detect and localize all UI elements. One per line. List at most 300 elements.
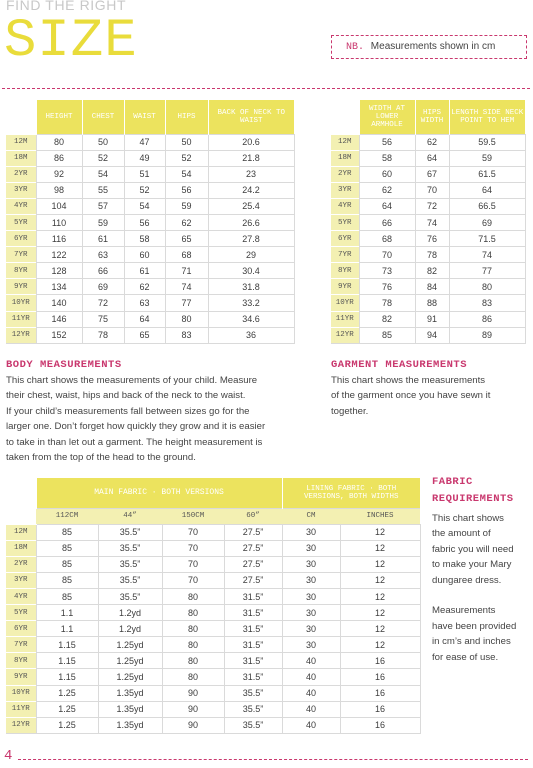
table-cell: 30 — [282, 621, 340, 637]
table-cell: 85 — [36, 540, 98, 556]
size-label: 12YR — [6, 717, 36, 733]
table-row — [6, 540, 420, 556]
table-cell: 70 — [162, 524, 224, 540]
table-cell: 70 — [359, 247, 415, 263]
note-label: NB. — [346, 42, 365, 53]
table-cell: 51 — [124, 166, 165, 182]
table-cell: 31.5” — [224, 605, 282, 621]
size-label: 5YR — [6, 214, 36, 230]
measurement-note — [331, 35, 527, 59]
table-cell: 68 — [359, 231, 415, 247]
table-cell: 80 — [162, 669, 224, 685]
table-row — [331, 150, 525, 166]
table-cell: 27.5” — [224, 524, 282, 540]
table-cell: 76 — [359, 279, 415, 295]
table-row — [6, 311, 294, 327]
table-cell: 21.8 — [208, 150, 294, 166]
table-cell: 86 — [449, 311, 525, 327]
table-cell: 55 — [82, 182, 124, 198]
table-row — [331, 214, 525, 230]
table-cell: 54 — [124, 198, 165, 214]
table-cell: 12 — [340, 524, 420, 540]
table-row — [6, 182, 294, 198]
header-size-title: SIZE — [4, 11, 138, 72]
table-cell: 30 — [282, 540, 340, 556]
table-cell: 35.5” — [98, 524, 162, 540]
table-cell: 59 — [165, 198, 208, 214]
table-cell: 86 — [36, 150, 82, 166]
size-label: 11YR — [331, 311, 359, 327]
size-label: 2YR — [6, 166, 36, 182]
table-cell: 72 — [415, 198, 449, 214]
table-cell: 54 — [82, 166, 124, 182]
table-cell: 70 — [162, 540, 224, 556]
table-row — [6, 134, 294, 150]
body-table-header-2: WAIST — [124, 100, 165, 134]
table-cell: 152 — [36, 327, 82, 343]
table-cell: 61 — [82, 231, 124, 247]
size-label: 11YR — [6, 701, 36, 717]
table-cell: 30.4 — [208, 263, 294, 279]
table-row — [331, 247, 525, 263]
table-row — [6, 701, 420, 717]
size-label: 9YR — [6, 279, 36, 295]
fabric-subheader-0: 112CM — [36, 508, 98, 524]
table-cell: 34.6 — [208, 311, 294, 327]
table-cell: 1.15 — [36, 637, 98, 653]
size-label: 5YR — [6, 605, 36, 621]
table-cell: 80 — [162, 653, 224, 669]
table-cell: 35.5” — [224, 701, 282, 717]
table-row — [6, 524, 420, 540]
table-cell: 27.5” — [224, 556, 282, 572]
table-cell: 80 — [36, 134, 82, 150]
table-cell: 66 — [359, 214, 415, 230]
size-label: 10YR — [6, 295, 36, 311]
table-cell: 23 — [208, 166, 294, 182]
table-cell: 68 — [165, 247, 208, 263]
fabric-text-line: the amount of — [432, 528, 491, 540]
table-cell: 88 — [415, 295, 449, 311]
table-cell: 30 — [282, 637, 340, 653]
table-cell: 66 — [82, 263, 124, 279]
size-label: 12M — [6, 134, 36, 150]
table-cell: 29 — [208, 247, 294, 263]
table-cell: 64 — [359, 198, 415, 214]
table-cell: 1.25yd — [98, 653, 162, 669]
table-cell: 60 — [124, 247, 165, 263]
table-cell: 1.35yd — [98, 701, 162, 717]
table-cell: 78 — [82, 327, 124, 343]
table-cell: 85 — [359, 327, 415, 343]
fabric-subheader-3: 60” — [224, 508, 282, 524]
table-cell: 122 — [36, 247, 82, 263]
table-cell: 63 — [82, 247, 124, 263]
table-row — [6, 653, 420, 669]
table-cell: 16 — [340, 653, 420, 669]
table-cell: 85 — [36, 556, 98, 572]
table-cell: 61 — [124, 263, 165, 279]
table-cell: 1.25 — [36, 701, 98, 717]
body-measurements-text — [6, 373, 324, 465]
fabric-requirements-table — [6, 478, 421, 734]
table-cell: 71 — [165, 263, 208, 279]
table-cell: 83 — [165, 327, 208, 343]
garment-text-line: of the garment once you have sewn it — [331, 390, 491, 402]
size-label: 9YR — [6, 669, 36, 685]
table-cell: 85 — [36, 572, 98, 588]
table-cell: 94 — [415, 327, 449, 343]
size-label: 18M — [6, 150, 36, 166]
table-cell: 71.5 — [449, 231, 525, 247]
table-cell: 30 — [282, 556, 340, 572]
table-cell: 27.8 — [208, 231, 294, 247]
table-cell: 65 — [124, 327, 165, 343]
table-cell: 70 — [162, 572, 224, 588]
table-row — [6, 637, 420, 653]
table-cell: 1.25yd — [98, 669, 162, 685]
fabric-requirements-text — [432, 511, 532, 665]
table-cell: 78 — [359, 295, 415, 311]
fabric-subheader-2: 150CM — [162, 508, 224, 524]
table-row — [331, 231, 525, 247]
table-row — [6, 669, 420, 685]
size-label: 3YR — [6, 572, 36, 588]
fabric-text-line: in cm’s and inches — [432, 636, 511, 648]
table-cell: 35.5” — [98, 572, 162, 588]
table-cell: 26.6 — [208, 214, 294, 230]
table-cell: 47 — [124, 134, 165, 150]
table-cell: 12 — [340, 556, 420, 572]
size-label: 2YR — [6, 556, 36, 572]
table-cell: 82 — [359, 311, 415, 327]
table-cell: 140 — [36, 295, 82, 311]
table-cell: 1.1 — [36, 605, 98, 621]
body-text-line: taken from the top of the head to the ground. — [6, 452, 196, 464]
table-cell: 98 — [36, 182, 82, 198]
table-cell: 74 — [415, 214, 449, 230]
body-table-header-1: CHEST — [82, 100, 124, 134]
table-cell: 27.5” — [224, 540, 282, 556]
size-label: 18M — [331, 150, 359, 166]
garment-table-header-2: LENGTH SIDE NECK POINT TO HEM — [449, 100, 525, 134]
fabric-title-line: REQUIREMENTS — [432, 493, 514, 505]
size-label: 10YR — [6, 685, 36, 701]
table-cell: 61.5 — [449, 166, 525, 182]
header-find-the-right: FIND THE RIGHT — [6, 0, 127, 13]
table-cell: 90 — [162, 701, 224, 717]
table-cell: 62 — [124, 279, 165, 295]
fabric-text-line: to make your Mary — [432, 559, 512, 571]
fabric-text-line: This chart shows — [432, 513, 504, 524]
body-table-corner — [6, 100, 36, 134]
table-cell: 76 — [415, 231, 449, 247]
table-cell: 57 — [82, 198, 124, 214]
size-label: 4YR — [331, 198, 359, 214]
table-row — [331, 295, 525, 311]
table-cell: 62 — [359, 182, 415, 198]
table-cell: 52 — [124, 182, 165, 198]
table-cell: 69 — [449, 214, 525, 230]
table-row — [331, 279, 525, 295]
size-label: 8YR — [6, 263, 36, 279]
table-cell: 40 — [282, 701, 340, 717]
size-label: 12M — [331, 134, 359, 150]
table-cell: 1.35yd — [98, 685, 162, 701]
table-cell: 70 — [415, 182, 449, 198]
size-label: 8YR — [331, 263, 359, 279]
table-row — [6, 621, 420, 637]
table-row — [6, 588, 420, 604]
table-cell: 59 — [82, 214, 124, 230]
table-row — [6, 231, 294, 247]
table-cell: 24.2 — [208, 182, 294, 198]
table-row — [331, 327, 525, 343]
body-measurements-title: BODY MEASUREMENTS — [6, 359, 122, 371]
table-cell: 73 — [359, 263, 415, 279]
table-cell: 35.5” — [98, 540, 162, 556]
table-row — [331, 263, 525, 279]
fabric-title-line: FABRIC — [432, 476, 473, 488]
body-table-header-0: HEIGHT — [36, 100, 82, 134]
table-cell: 31.5” — [224, 637, 282, 653]
body-text-line: to take in than let out a garment. The height measurement is — [6, 436, 263, 448]
table-cell: 27.5” — [224, 572, 282, 588]
table-cell: 64 — [124, 311, 165, 327]
fabric-text-line — [432, 588, 532, 603]
table-cell: 1.2yd — [98, 605, 162, 621]
table-row — [331, 182, 525, 198]
table-cell: 12 — [340, 637, 420, 653]
table-cell: 30 — [282, 605, 340, 621]
table-cell: 75 — [82, 311, 124, 327]
table-cell: 77 — [449, 263, 525, 279]
table-cell: 16 — [340, 701, 420, 717]
size-label: 6YR — [331, 231, 359, 247]
table-cell: 128 — [36, 263, 82, 279]
table-row — [6, 556, 420, 572]
body-measurements-table — [6, 100, 295, 344]
table-cell: 12 — [340, 588, 420, 604]
table-cell: 80 — [162, 605, 224, 621]
table-cell: 74 — [449, 247, 525, 263]
size-label: 4YR — [6, 198, 36, 214]
table-cell: 35.5” — [98, 588, 162, 604]
table-cell: 20.6 — [208, 134, 294, 150]
table-row — [6, 247, 294, 263]
table-cell: 50 — [165, 134, 208, 150]
table-row — [331, 166, 525, 182]
garment-measurements-text — [331, 373, 531, 419]
header-divider — [2, 88, 530, 89]
table-cell: 65 — [165, 231, 208, 247]
table-cell: 91 — [415, 311, 449, 327]
table-row — [6, 166, 294, 182]
fabric-text-line: for ease of use. — [432, 651, 499, 663]
table-row — [6, 572, 420, 588]
size-label: 9YR — [331, 279, 359, 295]
page-number: 4 — [4, 748, 13, 764]
table-cell: 35.5” — [98, 556, 162, 572]
fabric-requirements-title — [432, 474, 514, 508]
table-row — [6, 214, 294, 230]
table-cell: 16 — [340, 717, 420, 733]
fabric-corner — [6, 478, 36, 508]
table-cell: 12 — [340, 540, 420, 556]
table-cell: 63 — [124, 295, 165, 311]
table-cell: 40 — [282, 717, 340, 733]
table-cell: 30 — [282, 524, 340, 540]
table-row — [6, 150, 294, 166]
table-cell: 85 — [36, 588, 98, 604]
table-cell: 60 — [359, 166, 415, 182]
table-cell: 84 — [415, 279, 449, 295]
table-cell: 67 — [415, 166, 449, 182]
garment-table-corner — [331, 100, 359, 134]
table-cell: 12 — [340, 572, 420, 588]
main-fabric-header: MAIN FABRIC · BOTH VERSIONS — [36, 478, 282, 508]
table-cell: 1.15 — [36, 653, 98, 669]
size-label: 18M — [6, 540, 36, 556]
table-cell: 58 — [359, 150, 415, 166]
footer-divider — [18, 759, 528, 760]
note-text: Measurements shown in cm — [370, 41, 496, 52]
fabric-subheader-1: 44” — [98, 508, 162, 524]
table-row — [6, 198, 294, 214]
table-cell: 62 — [165, 214, 208, 230]
table-cell: 90 — [162, 717, 224, 733]
garment-text-line: together. — [331, 405, 369, 417]
table-cell: 72 — [82, 295, 124, 311]
table-cell: 31.5” — [224, 621, 282, 637]
table-cell: 30 — [282, 588, 340, 604]
table-cell: 110 — [36, 214, 82, 230]
table-cell: 1.15 — [36, 669, 98, 685]
table-row — [6, 717, 420, 733]
size-label: 5YR — [331, 214, 359, 230]
table-cell: 36 — [208, 327, 294, 343]
fabric-text-line: Measurements — [432, 605, 496, 617]
fabric-subheader-5: INCHES — [340, 508, 420, 524]
size-label: 2YR — [331, 166, 359, 182]
fabric-text-line: fabric you will need — [432, 543, 514, 555]
body-text-line: This chart shows the measurements of your child. Measure — [6, 375, 258, 386]
body-text-line: If your child’s measurements fall between sizes go for the — [6, 405, 250, 417]
table-cell: 1.25yd — [98, 637, 162, 653]
table-cell: 40 — [282, 685, 340, 701]
table-cell: 59.5 — [449, 134, 525, 150]
table-cell: 74 — [165, 279, 208, 295]
table-row — [331, 134, 525, 150]
table-cell: 92 — [36, 166, 82, 182]
table-cell: 116 — [36, 231, 82, 247]
table-row — [6, 685, 420, 701]
table-cell: 16 — [340, 685, 420, 701]
table-cell: 58 — [124, 231, 165, 247]
garment-measurements-table — [331, 100, 526, 344]
table-row — [331, 198, 525, 214]
table-cell: 56 — [124, 214, 165, 230]
table-cell: 89 — [449, 327, 525, 343]
lining-fabric-header: LINING FABRIC · BOTH VERSIONS, BOTH WIDTHS — [282, 478, 420, 508]
fabric-text-line: dungaree dress. — [432, 574, 502, 586]
table-row — [331, 311, 525, 327]
table-cell: 85 — [36, 524, 98, 540]
table-cell: 78 — [415, 247, 449, 263]
table-cell: 104 — [36, 198, 82, 214]
table-cell: 49 — [124, 150, 165, 166]
table-cell: 33.2 — [208, 295, 294, 311]
table-cell: 77 — [165, 295, 208, 311]
table-cell: 56 — [165, 182, 208, 198]
fabric-sub-corner — [6, 508, 36, 524]
size-label: 7YR — [331, 247, 359, 263]
fabric-subheader-4: CM — [282, 508, 340, 524]
table-row — [6, 263, 294, 279]
table-cell: 80 — [162, 621, 224, 637]
fabric-text-line: have been provided — [432, 620, 517, 632]
table-cell: 82 — [415, 263, 449, 279]
body-text-line: larger one. Don’t forget how quickly they grow and it is easier — [6, 421, 266, 433]
table-cell: 52 — [165, 150, 208, 166]
size-label: 12YR — [331, 327, 359, 343]
table-cell: 35.5” — [224, 717, 282, 733]
table-cell: 146 — [36, 311, 82, 327]
table-cell: 1.35yd — [98, 717, 162, 733]
table-cell: 35.5” — [224, 685, 282, 701]
table-cell: 54 — [165, 166, 208, 182]
table-cell: 31.5” — [224, 588, 282, 604]
size-label: 10YR — [331, 295, 359, 311]
table-cell: 64 — [415, 150, 449, 166]
table-cell: 1.1 — [36, 621, 98, 637]
table-cell: 80 — [449, 279, 525, 295]
table-cell: 64 — [449, 182, 525, 198]
table-cell: 66.5 — [449, 198, 525, 214]
table-cell: 25.4 — [208, 198, 294, 214]
table-row — [6, 295, 294, 311]
table-row — [6, 327, 294, 343]
size-label: 3YR — [331, 182, 359, 198]
table-cell: 40 — [282, 669, 340, 685]
table-cell: 80 — [162, 637, 224, 653]
body-table-header-4: BACK OF NECK TO WAIST — [208, 100, 294, 134]
table-cell: 1.25 — [36, 685, 98, 701]
size-label: 6YR — [6, 231, 36, 247]
garment-table-header-0: WIDTH AT LOWER ARMHOLE — [359, 100, 415, 134]
table-cell: 56 — [359, 134, 415, 150]
size-label: 12YR — [6, 327, 36, 343]
table-cell: 1.2yd — [98, 621, 162, 637]
size-label: 7YR — [6, 637, 36, 653]
table-cell: 31.8 — [208, 279, 294, 295]
table-cell: 69 — [82, 279, 124, 295]
table-cell: 80 — [165, 311, 208, 327]
size-label: 6YR — [6, 621, 36, 637]
table-cell: 70 — [162, 556, 224, 572]
size-label: 12M — [6, 524, 36, 540]
table-cell: 59 — [449, 150, 525, 166]
table-row — [6, 605, 420, 621]
table-cell: 52 — [82, 150, 124, 166]
table-cell: 83 — [449, 295, 525, 311]
size-label: 3YR — [6, 182, 36, 198]
table-cell: 30 — [282, 572, 340, 588]
size-label: 11YR — [6, 311, 36, 327]
size-label: 7YR — [6, 247, 36, 263]
table-cell: 12 — [340, 605, 420, 621]
table-cell: 16 — [340, 669, 420, 685]
